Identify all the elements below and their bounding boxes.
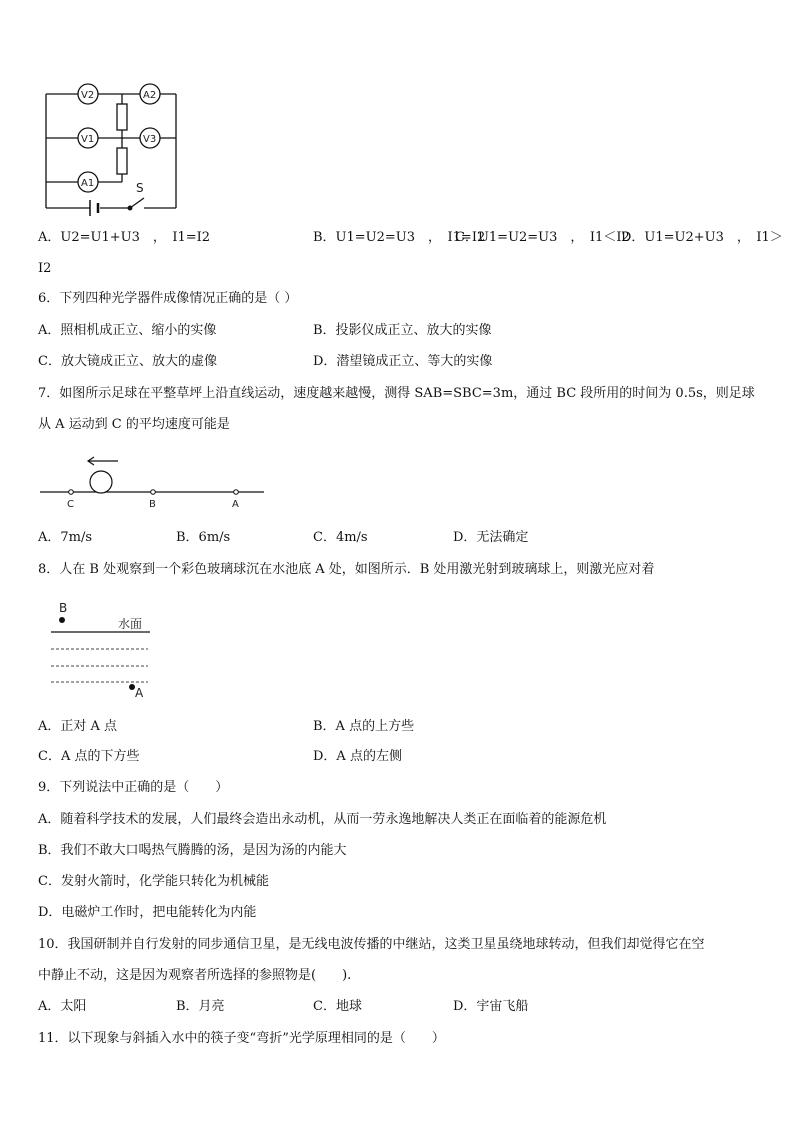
q7-stem-line2: 从 A 运动到 C 的平均速度可能是 xyxy=(38,417,230,432)
q9-option-a: A．随着科学技术的发展，人们最终会造出永动机，从而一劳永逸地解决人类正在面临着的能源危机 xyxy=(38,812,607,827)
q6-option-a: A．照相机成正立、缩小的实像 xyxy=(38,323,217,338)
q9-stem: 9．下列说法中正确的是（ ） xyxy=(38,780,229,795)
q11-stem: 11．以下现象与斜插入水中的筷子变“弯折”光学原理相同的是（ ） xyxy=(38,1031,445,1046)
q7-option-c: C．4m/s xyxy=(313,530,368,545)
q8-option-a: A．正对 A 点 xyxy=(38,719,118,734)
q10-stem-line1: 10．我国研制并自行发射的同步通信卫星，是无线电波传播的中继站，这类卫星虽绕地球转动，但我们却觉得它在空 xyxy=(38,937,705,952)
water-surface-label: 水面 xyxy=(118,617,143,631)
water-pool-figure xyxy=(48,600,178,700)
meter-a1-label: A1 xyxy=(81,178,95,189)
q6-stem: 6．下列四种光学器件成像情况正确的是（ ） xyxy=(38,291,298,306)
q5-option-a: A．U2=U1+U3 ， I1=I2 xyxy=(38,230,211,245)
point-a-label: A xyxy=(135,686,144,700)
q6-option-c: C．放大镜成正立、放大的虚像 xyxy=(38,354,217,369)
meter-v3-label: V3 xyxy=(143,134,157,145)
q5-option-d-wrap: I2 xyxy=(38,261,52,276)
q8-option-d: D．A 点的左侧 xyxy=(313,749,402,764)
q7-option-d: D．无法确定 xyxy=(453,530,529,545)
circuit-diagram xyxy=(40,84,180,214)
point-c-label: C xyxy=(67,499,74,510)
q10-option-a: A．太阳 xyxy=(38,999,87,1014)
q9-option-c: C．发射火箭时，化学能只转化为机械能 xyxy=(38,874,269,889)
q10-stem-line2: 中静止不动，这是因为观察者所选择的参照物是( ). xyxy=(38,968,352,983)
meter-v2-label: V2 xyxy=(81,90,95,101)
q6-option-b: B．投影仪成正立、放大的实像 xyxy=(313,323,492,338)
football-figure xyxy=(40,452,270,512)
meter-v1-label: V1 xyxy=(81,134,95,145)
q10-option-d: D．宇宙飞船 xyxy=(453,999,529,1014)
switch-label: S xyxy=(136,181,144,195)
point-b-label: B xyxy=(149,499,156,510)
q7-option-b: B．6m/s xyxy=(176,530,231,545)
q5-option-d: D．U1=U2+U3 ， I1＞ xyxy=(621,230,783,245)
q6-option-d: D．潜望镜成正立、等大的实像 xyxy=(313,354,493,369)
q7-stem-line1: 7．如图所示足球在平整草坪上沿直线运动，速度越来越慢，测得 SAB=SBC=3m，通过 BC 段所用的时间为 0.5s，则足球 xyxy=(38,386,755,401)
q9-option-d: D．电磁炉工作时，把电能转化为内能 xyxy=(38,905,257,920)
q9-option-b: B．我们不敢大口喝热气腾腾的汤，是因为汤的内能大 xyxy=(38,843,347,858)
q7-option-a: A．7m/s xyxy=(38,530,93,545)
point-b-label: B xyxy=(59,601,68,615)
q5-option-c: C．U1=U2=U3 ， I1＜I2 xyxy=(455,230,630,245)
q10-option-c: C．地球 xyxy=(313,999,362,1014)
meter-a2-label: A2 xyxy=(143,90,157,101)
q8-option-b: B．A 点的上方些 xyxy=(313,719,415,734)
q8-option-c: C．A 点的下方些 xyxy=(38,749,140,764)
point-a-label: A xyxy=(232,499,239,510)
q8-stem: 8．人在 B 处观察到一个彩色玻璃球沉在水池底 A 处，如图所示．B 处用激光射到玻璃球上，则激光应对着 xyxy=(38,562,655,577)
q5-option-b: B．U1=U2=U3 ， I1=I2 xyxy=(313,230,486,245)
q10-option-b: B．月亮 xyxy=(176,999,225,1014)
